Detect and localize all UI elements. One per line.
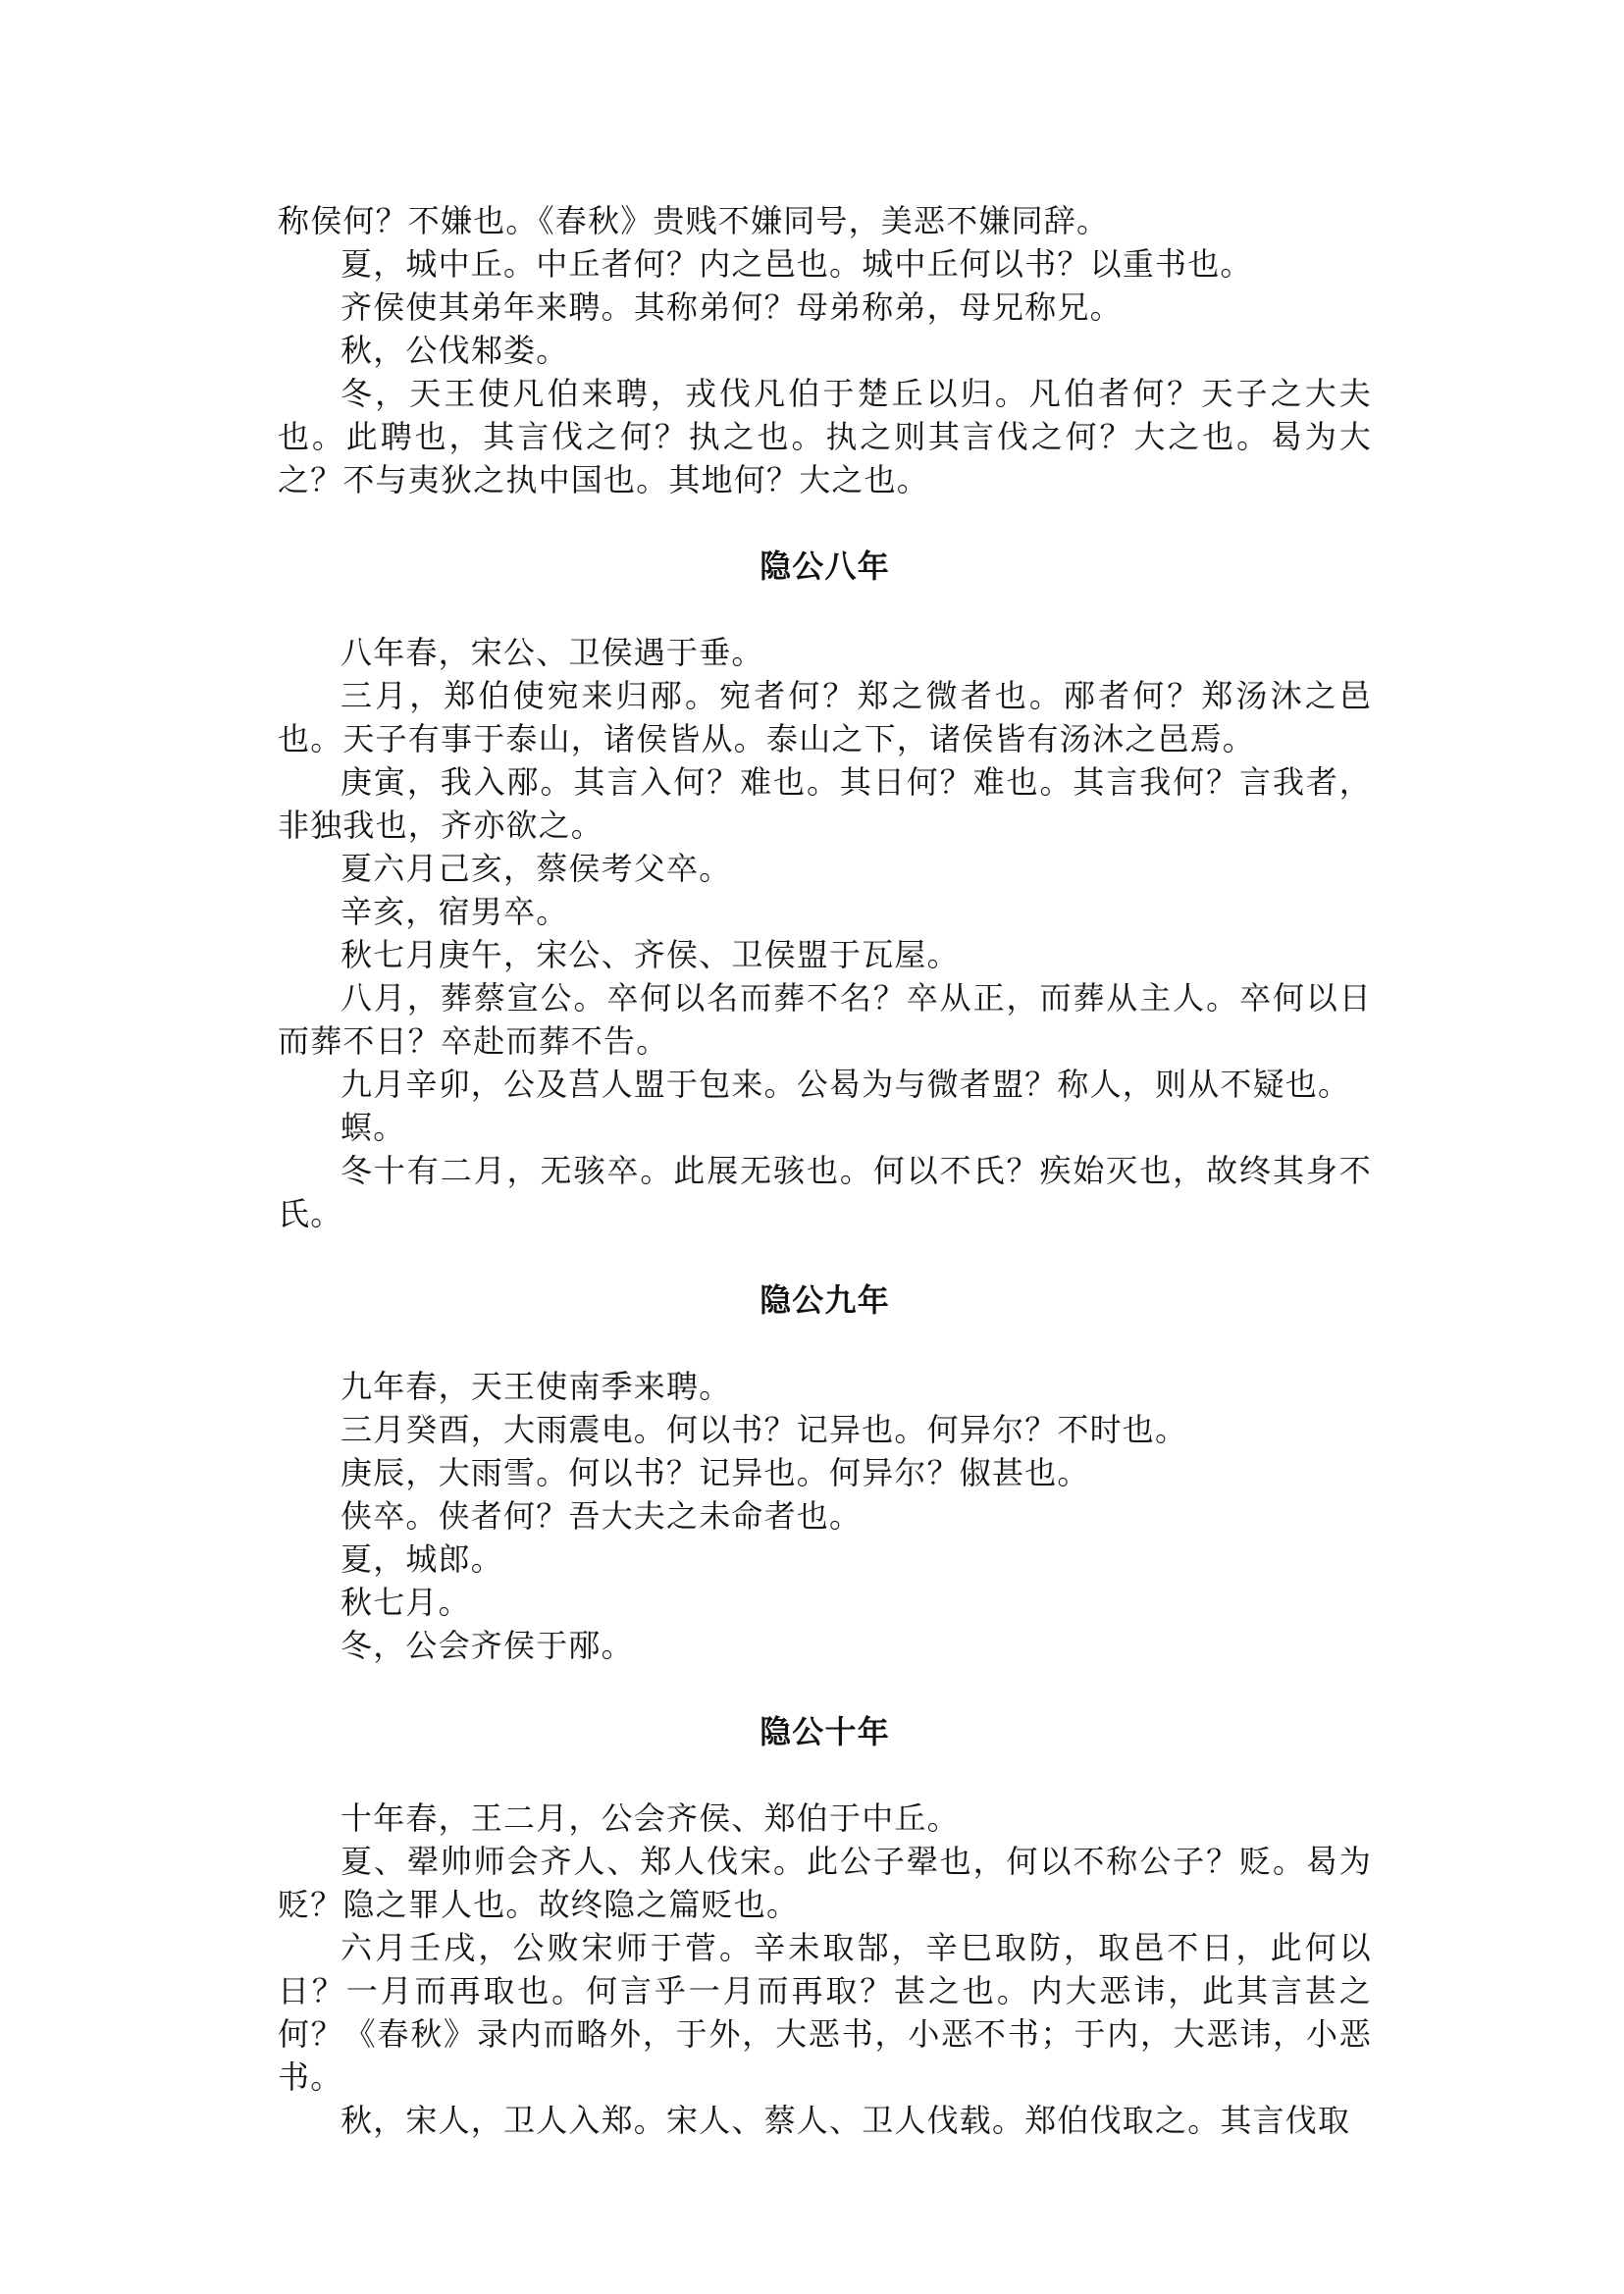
paragraph: 螟。 [341, 1109, 406, 1146]
paragraph: 九月辛卯，公及莒人盟于包来。公曷为与微者盟？称人，则从不疑也。 [341, 1066, 1351, 1103]
paragraph: 九年春，天王使南季来聘。 [341, 1368, 732, 1405]
paragraph: 冬，公会齐侯于邴。 [341, 1627, 634, 1664]
paragraph: 称侯何？不嫌也。《春秋》贵贱不嫌同号，美恶不嫌同辞。 [278, 202, 1110, 239]
paragraph: 夏、翚帅师会齐人、郑人伐宋。此公子翚也，何以不称公子？贬。曷为贬？隐之罪人也。故终隐之篇贬也。 [278, 1843, 1372, 1923]
paragraph: 庚辰，大雨雪。何以书？记异也。何异尔？俶甚也。 [341, 1454, 1090, 1491]
paragraph: 三月，郑伯使宛来归邴。宛者何？郑之微者也。邴者何？郑汤沐之邑也。天子有事于泰山，诸侯皆从。泰山之下，诸侯皆有汤沐之邑焉。 [278, 677, 1372, 757]
section [278, 199, 1372, 501]
section-title: 隐公十年 [760, 1713, 890, 1750]
section [278, 545, 1372, 1235]
paragraph: 秋，公伐邾娄。 [341, 332, 569, 369]
paragraph: 夏，城中丘。中丘者何？内之邑也。城中丘何以书？以重书也。 [341, 245, 1253, 283]
paragraph: 十年春，王二月，公会齐侯、郑伯于中丘。 [341, 1799, 960, 1837]
document-body [278, 199, 1372, 2142]
paragraph: 冬十有二月，无骇卒。此展无骇也。何以不氏？疾始灭也，故终其身不氏。 [278, 1152, 1372, 1232]
paragraph: 秋，宋人，卫人入郑。宋人、蔡人、卫人伐载。郑伯伐取之。其言伐取 [341, 2102, 1351, 2139]
paragraph: 秋七月庚午，宋公、齐侯、卫侯盟于瓦屋。 [341, 936, 960, 973]
paragraph: 八年春，宋公、卫侯遇于垂。 [341, 634, 764, 671]
paragraph: 夏，城郎。 [341, 1540, 504, 1578]
paragraph: 三月癸酉，大雨震电。何以书？记异也。何异尔？不时也。 [341, 1411, 1188, 1448]
paragraph: 八月，葬蔡宣公。卒何以名而葬不名？卒从正，而葬从主人。卒何以日而葬不日？卒赴而葬不告。 [278, 979, 1372, 1060]
paragraph: 侠卒。侠者何？吾大夫之未命者也。 [341, 1497, 863, 1535]
paragraph: 齐侯使其弟年来聘。其称弟何？母弟称弟，母兄称兄。 [341, 288, 1123, 326]
paragraph: 冬，天王使凡伯来聘，戎伐凡伯于楚丘以归。凡伯者何？天子之大夫也。此聘也，其言伐之何？执之也。执之则其言伐之何？大之也。曷为大之？不与夷狄之执中国也。其地何？大之也。 [278, 375, 1372, 498]
paragraph: 秋七月。 [341, 1584, 471, 1621]
paragraph: 辛亥，宿男卒。 [341, 893, 569, 930]
section-title: 隐公八年 [760, 547, 890, 585]
paragraph: 六月壬戌，公败宋师于菅。辛未取郜，辛巳取防，取邑不日，此何以日？一月而再取也。何言乎一月而再取？甚之也。内大恶讳，此其言甚之何？《春秋》录内而略外，于外，大恶书，小恶不书；于内，大恶讳，小恶书。 [278, 1929, 1372, 2096]
section [278, 1710, 1372, 2142]
paragraph: 庚寅，我入邴。其言入何？难也。其日何？难也。其言我何？言我者，非独我也，齐亦欲之。 [278, 763, 1372, 844]
section-title: 隐公九年 [760, 1281, 890, 1319]
paragraph: 夏六月己亥，蔡侯考父卒。 [341, 850, 732, 887]
section [278, 1278, 1372, 1667]
